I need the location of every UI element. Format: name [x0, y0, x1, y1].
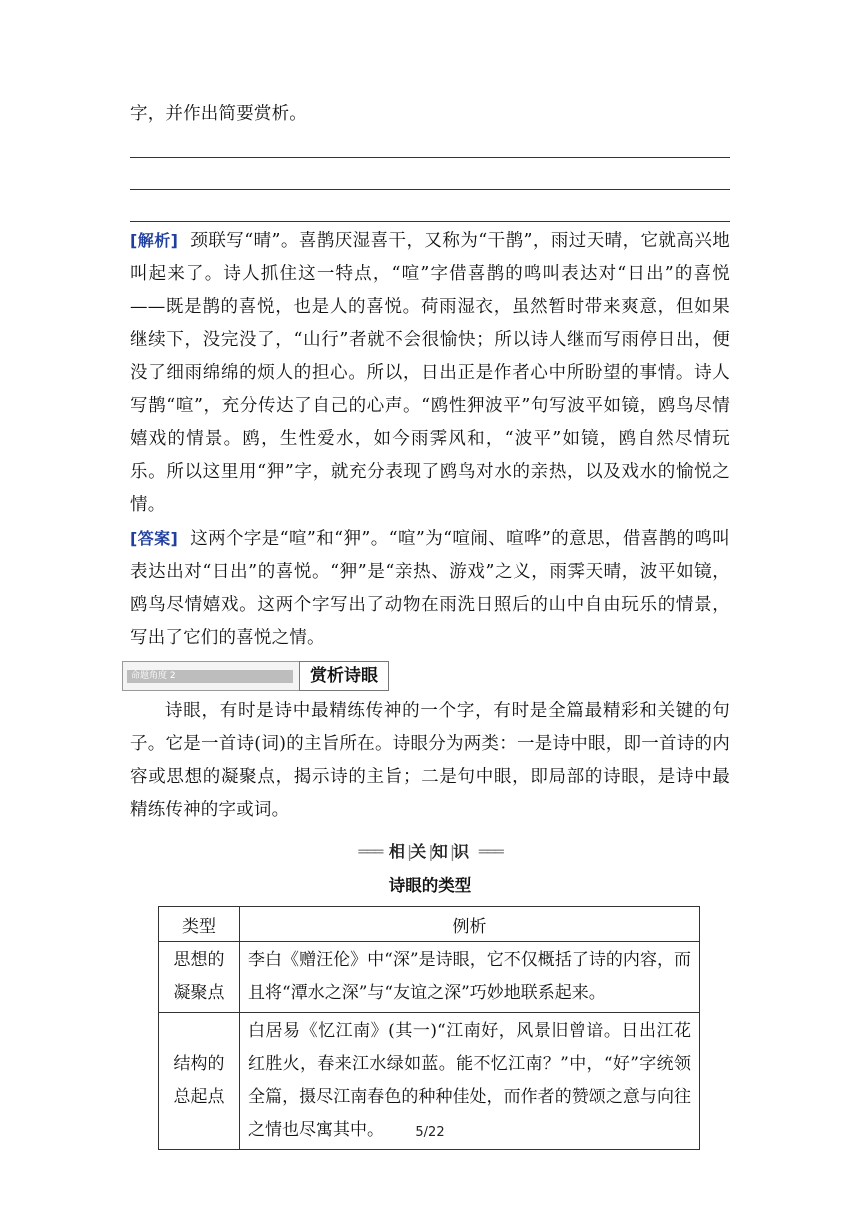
- banner-label-box: [122, 661, 299, 691]
- poem-eye-table: [158, 906, 700, 1150]
- related-char: 识: [453, 842, 472, 861]
- table-cell-example: 李白《赠汪伦》中“深”是诗眼，它不仅概括了诗的内容，而且将“潭水之深”与“友谊之深”巧妙地联系起来。: [240, 942, 700, 1013]
- related-char: 相: [388, 842, 407, 861]
- poem-eye-paragraph: 诗眼，有时是诗中最精练传神的一个字，有时是全篇最精彩和关键的句子。它是一首诗(词)的主旨所在。诗眼分为两类：一是诗中眼，即一首诗的内容或思想的凝聚点，揭示诗的主旨；二是句中眼，即局部的诗眼，是诗中最精练传神的字或词。: [130, 701, 730, 820]
- section-banner: [122, 661, 730, 691]
- answer-blank-lines: [130, 157, 730, 222]
- table-cell-example: 白居易《忆江南》(其一)“江南好，风景旧曾谙。日出江花红胜火，春来江水绿如蓝。能不忆江南？”中，“好”字统领全篇，摄尽江南春色的种种佳处，而作者的赞颂之意与向往之情也尽寓其中。: [240, 1013, 700, 1150]
- answer-tag: [答案]: [130, 529, 179, 548]
- answer-paragraph: [130, 522, 730, 655]
- table-header-example: 例析: [240, 907, 700, 942]
- related-char: 知: [431, 842, 450, 861]
- banner-small-label: 命题角度 2: [127, 670, 293, 683]
- type-line: 凝聚点: [173, 983, 225, 1003]
- type-line: 总起点: [173, 1087, 225, 1107]
- table-title: 诗眼的类型: [388, 876, 472, 895]
- related-knowledge-heading: ═══ 相|关|知|识 ═══: [358, 842, 502, 861]
- type-line: 思想的: [173, 950, 225, 970]
- table-header-type: 类型: [159, 907, 240, 942]
- analysis-tag: [解析]: [130, 231, 179, 250]
- banner-title: 赏析诗眼: [299, 661, 389, 691]
- right-deco-icon: ═══: [478, 842, 502, 861]
- related-char: 关: [410, 842, 429, 861]
- table-row: [159, 942, 700, 1013]
- table-cell-type: [159, 942, 240, 1013]
- answer-text: 这两个字是“喧”和“狎”。“喧”为“喧闹、喧哗”的意思，借喜鹊的鸣叫表达出对“日出”的喜悦。“狎”是“亲热、游戏”之义，雨霁天晴，波平如镜，鸥鸟尽情嬉戏。这两个字写出了动物在雨洗日照后的山中自由玩乐的情景，写出了它们的喜悦之情。: [130, 529, 730, 648]
- left-deco-icon: ═══: [358, 842, 382, 861]
- document-page: [130, 98, 730, 1150]
- analysis-text: 颈联写“晴”。喜鹊厌湿喜干，又称为“干鹊”，雨过天晴，它就高兴地叫起来了。诗人抓住这一特点，“喧”字借喜鹊的鸣叫表达对“日出”的喜悦——既是鹊的喜悦，也是人的喜悦。荷雨湿衣，虽然暂时带来爽意，但如果继续下，没完没了，“山行”者就不会很愉快；所以诗人继而写雨停日出，便没了细雨绵绵的烦人的担心。所以，日出正是作者心中所盼望的事情。诗人写鹊“喧”，充分传达了自己的心声。“鸥性狎波平”句写波平如镜，鸥鸟尽情嬉戏的情景。鸥，生性爱水，如今雨霁风和，“波平”如镜，鸥自然尽情玩乐。所以这里用“狎”字，就充分表现了鸥鸟对水的亲热，以及戏水的愉悦之情。: [130, 231, 730, 515]
- page-number: 5/22: [415, 1125, 445, 1140]
- analysis-paragraph: [130, 224, 730, 522]
- intro-line: 字，并作出简要赏析。: [130, 104, 307, 124]
- table-header-row: [159, 907, 700, 942]
- type-line: 结构的: [173, 1054, 225, 1074]
- answer-blank-line: [130, 221, 730, 222]
